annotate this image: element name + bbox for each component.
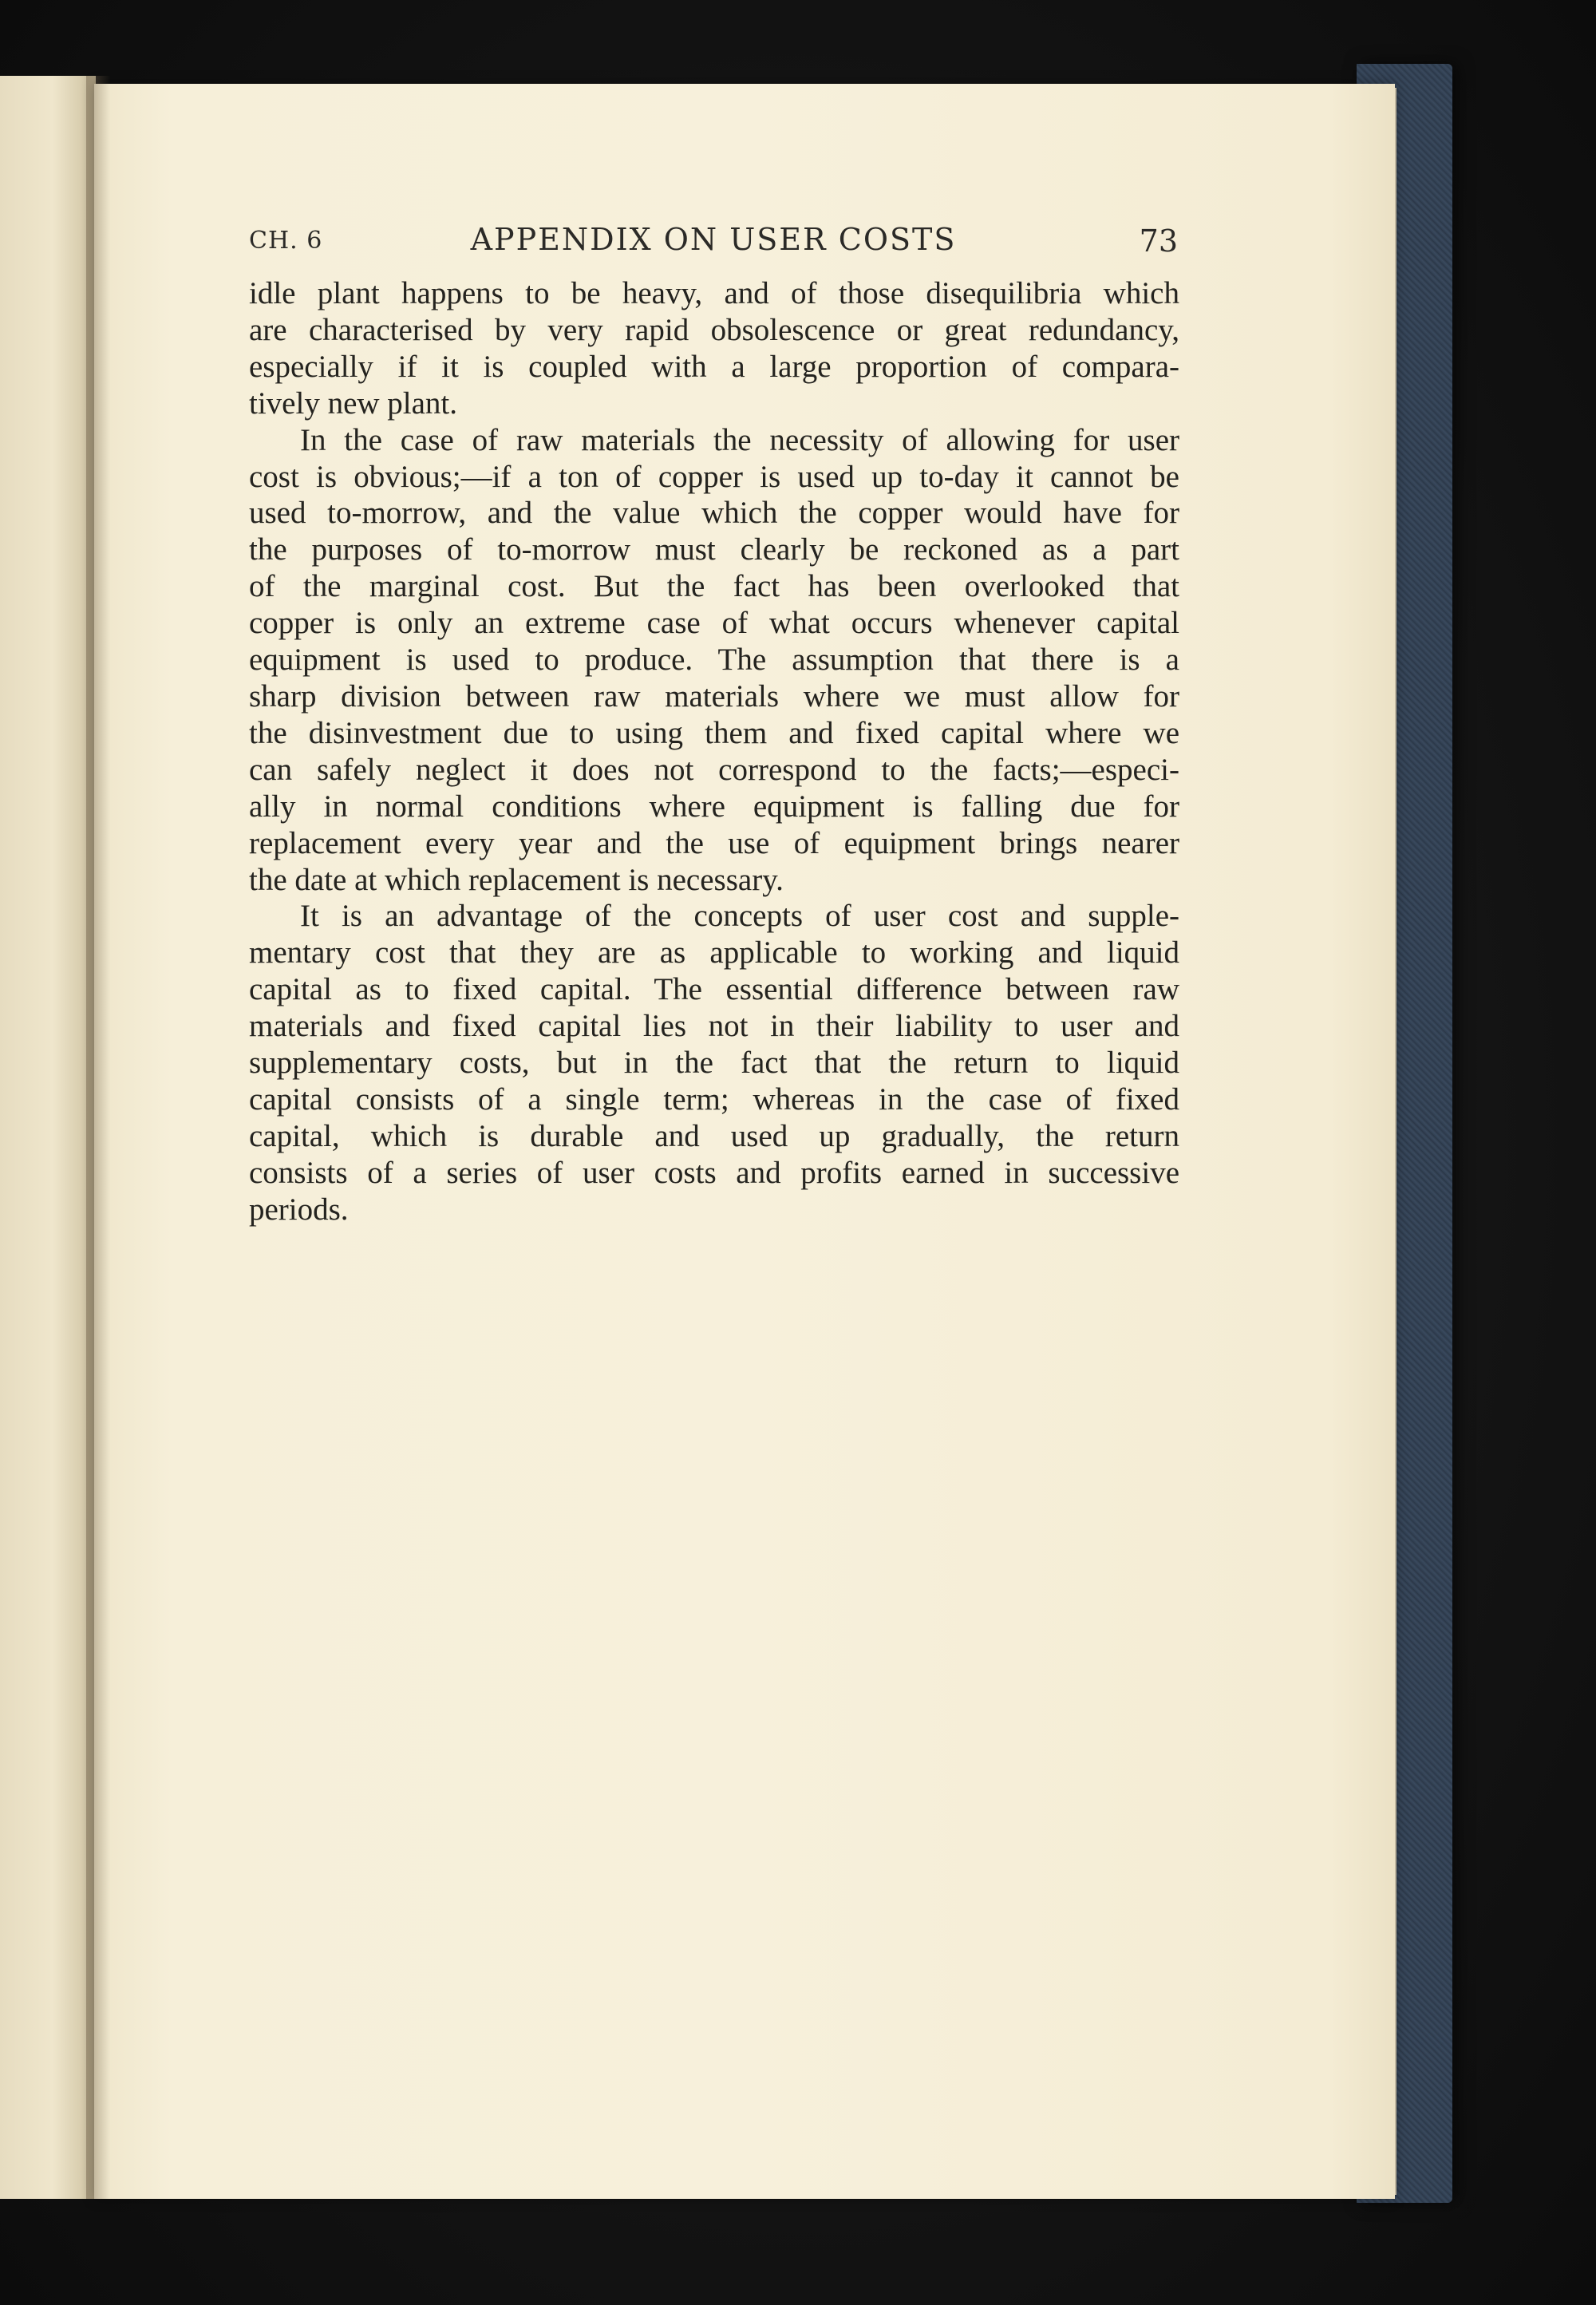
text-line: used to-morrow, and the value which the copper would have for <box>249 496 1179 531</box>
text-line: mentary cost that they are as applicable to working and liquid <box>249 935 1179 971</box>
text-line: capital as to fixed capital. The essential difference between raw <box>249 972 1179 1007</box>
paragraph <box>249 275 1179 422</box>
text-line: periods. <box>249 1192 349 1227</box>
text-line: ally in normal conditions where equipment is falling due for <box>249 789 1179 824</box>
text-line: supplementary costs, but in the fact that the return to liquid <box>249 1046 1179 1081</box>
text-line: equipment is used to produce. The assumption that there is a <box>249 642 1179 678</box>
text-line: are characterised by very rapid obsolescence or great redundancy, <box>249 312 1179 347</box>
text-line: especially if it is coupled with a large proportion of compara- <box>249 349 1179 384</box>
text-line: capital, which is durable and used up gradually, the return <box>249 1118 1179 1153</box>
paragraph <box>249 898 1179 1228</box>
running-head <box>249 222 1178 262</box>
text-line: can safely neglect it does not correspond to the facts;—especi- <box>249 752 1179 787</box>
text-line: materials and fixed capital lies not in their liability to user and <box>249 1009 1179 1044</box>
text-line: cost is obvious;—if a ton of copper is used up to-day it cannot be <box>249 459 1179 494</box>
text-line: the disinvestment due to using them and fixed capital where we <box>249 715 1179 750</box>
body-text <box>249 275 1179 1228</box>
text-line: copper is only an extreme case of what occurs whenever capital <box>249 606 1179 641</box>
text-line: It is an advantage of the concepts of user cost and supple- <box>300 899 1179 934</box>
text-line: In the case of raw materials the necessity of allowing for user <box>300 422 1179 457</box>
chapter-title: APPENDIX ON USER COSTS <box>470 222 957 257</box>
left-page-edge <box>0 76 96 2199</box>
text-line: tively new plant. <box>249 385 458 421</box>
text-line: the purposes of to-morrow must clearly be reckoned as a part <box>249 532 1179 567</box>
text-line: of the marginal cost. But the fact has been overlooked that <box>249 569 1179 604</box>
text-line: the date at which replacement is necessary. <box>249 862 784 897</box>
text-line: capital consists of a single term; whereas in the case of fixed <box>249 1081 1179 1117</box>
chapter-label: CH. 6 <box>249 227 323 255</box>
text-line: sharp division between raw materials where we must allow for <box>249 678 1179 714</box>
text-line: idle plant happens to be heavy, and of those disequilibria which <box>249 276 1179 310</box>
page-number: 73 <box>1139 223 1178 259</box>
text-line: replacement every year and the use of equipment brings nearer <box>249 825 1179 860</box>
page-gutter-shadow <box>86 76 110 2199</box>
paragraph <box>249 422 1179 899</box>
text-line: consists of a series of user costs and profits earned in successive <box>249 1155 1179 1190</box>
